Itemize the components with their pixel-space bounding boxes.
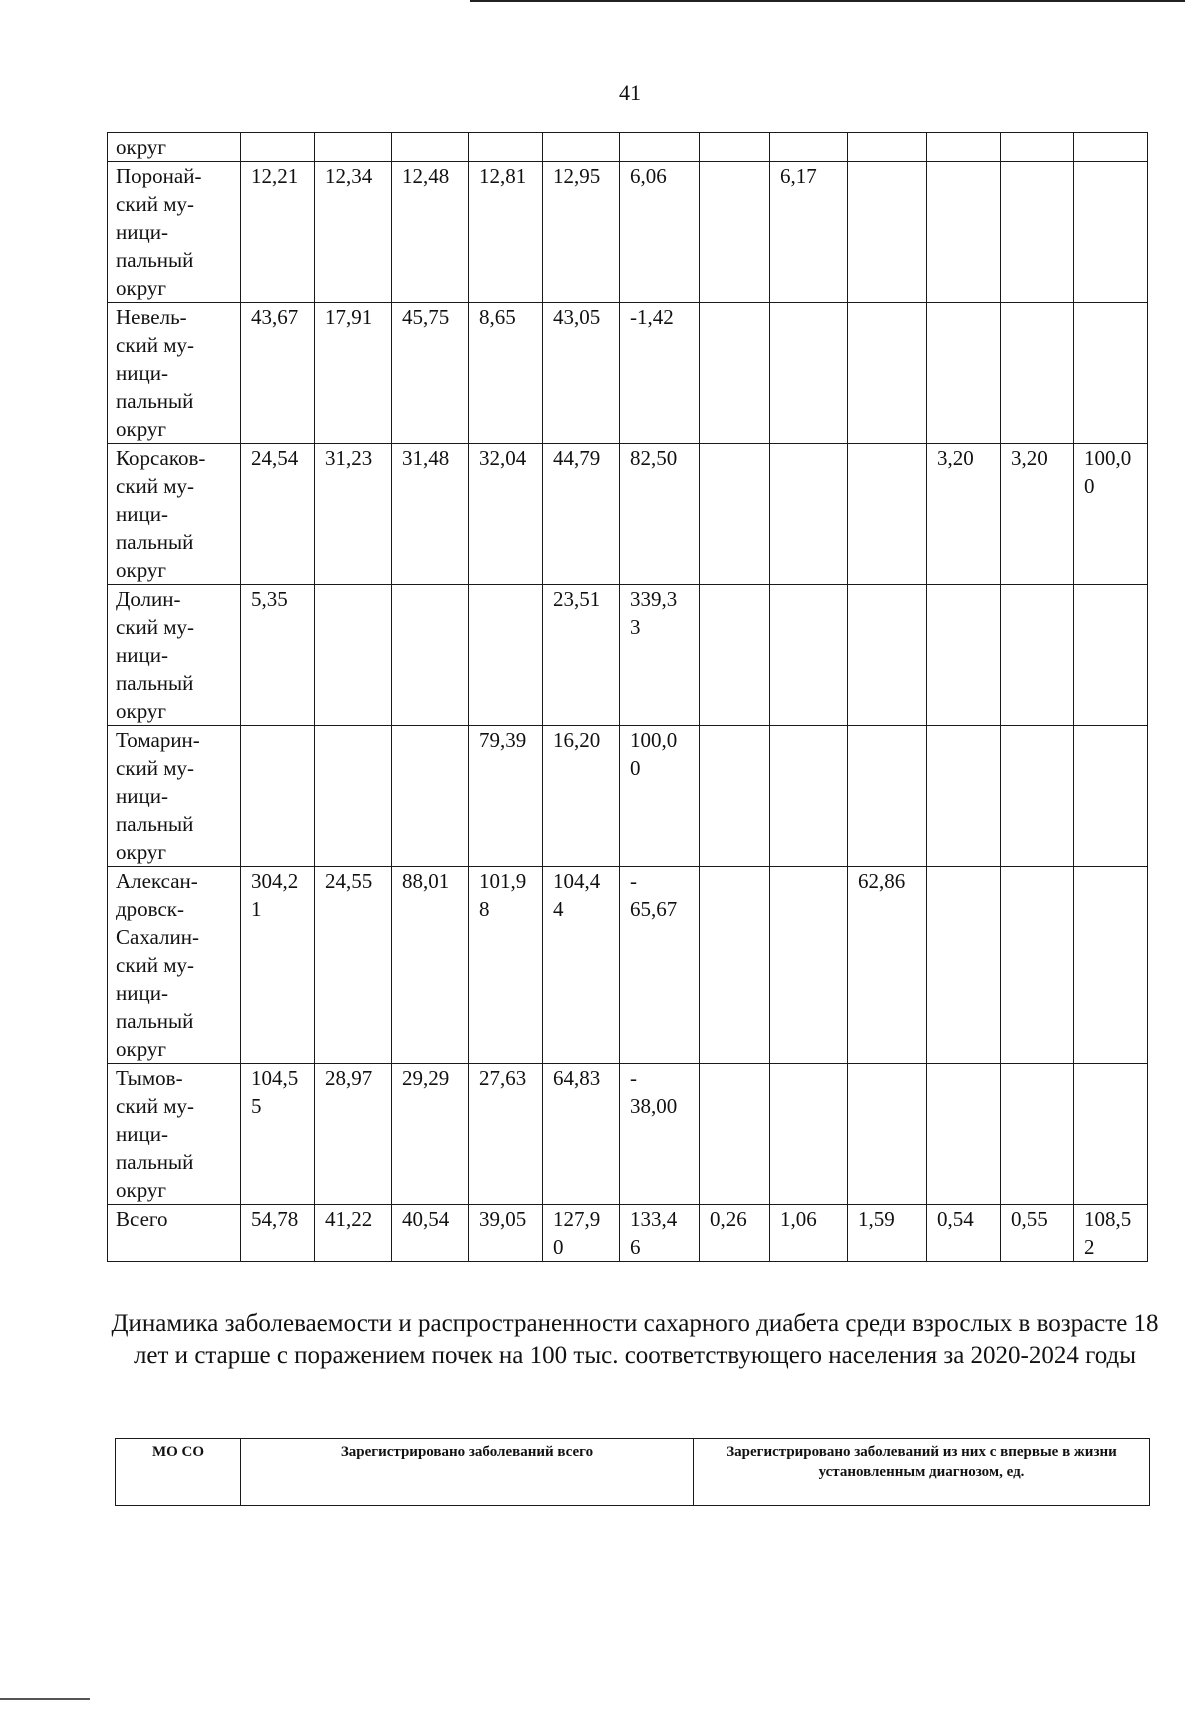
table-cell [927, 867, 1001, 1064]
header-cell-mo-so: МО СО [116, 1439, 241, 1506]
table-cell [543, 867, 620, 1064]
cell-value: 31,23 [325, 446, 373, 470]
table-cell [241, 1064, 315, 1205]
table-cell [700, 867, 770, 1064]
table-cell [1074, 133, 1148, 162]
table-cell [1074, 303, 1148, 444]
table-cell [469, 726, 543, 867]
table-cell [770, 133, 848, 162]
cell-value: 43,67 [251, 305, 299, 329]
cell-value: 39,05 [479, 1207, 527, 1231]
table-cell [770, 162, 848, 303]
row-name: Томарин- ский му- ници- пальный округ [116, 728, 200, 864]
table-cell [469, 133, 543, 162]
header-cell-registered-total: Зарегистрировано заболеваний всего [241, 1439, 694, 1506]
cell-value: 339,3 3 [630, 587, 678, 639]
table-cell [700, 726, 770, 867]
table-cell [620, 133, 700, 162]
cell-value: 31,48 [402, 446, 450, 470]
cell-value: 32,04 [479, 446, 527, 470]
cell-value: 6,06 [630, 164, 667, 188]
table-cell [927, 444, 1001, 585]
table-cell [848, 162, 927, 303]
table-cell [1001, 1064, 1074, 1205]
table-cell [1001, 726, 1074, 867]
table-row [108, 1205, 1148, 1262]
header-cell-registered-first-time: Зарегистрировано заболеваний из них с впервые в жизни установленным диагнозом, ед. [694, 1439, 1150, 1506]
table-cell [1001, 303, 1074, 444]
table-cell [1074, 585, 1148, 726]
table-cell [620, 585, 700, 726]
table-cell [241, 444, 315, 585]
table-cell [770, 1064, 848, 1205]
table-cell [848, 133, 927, 162]
table-cell [315, 726, 392, 867]
section-title: Динамика заболеваемости и распространенности сахарного диабета среди взрослых в возрасте 18 лет и старше с поражением почек на 100 тыс. соответствующего населения за 2020-2024 годы [111, 1310, 1159, 1369]
table-cell [848, 726, 927, 867]
page-number: 41 [619, 80, 641, 105]
table-cell [315, 867, 392, 1064]
cell-value: 0,26 [710, 1207, 747, 1231]
table-cell [392, 1064, 469, 1205]
table-cell [1001, 585, 1074, 726]
table-cell [241, 867, 315, 1064]
table-cell [469, 1205, 543, 1262]
table-cell [241, 162, 315, 303]
row-name-cell [108, 1205, 241, 1262]
cell-value: 0,55 [1011, 1207, 1048, 1231]
row-name-cell [108, 444, 241, 585]
data-table [107, 132, 1148, 1262]
table-cell [927, 1064, 1001, 1205]
table-cell [315, 1064, 392, 1205]
table-cell [770, 303, 848, 444]
table-row [108, 133, 1148, 162]
table-cell [392, 444, 469, 585]
row-name-cell [108, 585, 241, 726]
table-cell [315, 162, 392, 303]
table-row [108, 303, 1148, 444]
table-cell [1074, 444, 1148, 585]
cell-value: 43,05 [553, 305, 601, 329]
cell-value: 101,9 8 [479, 869, 527, 921]
table-cell [700, 303, 770, 444]
cell-value: 27,63 [479, 1066, 527, 1090]
table-cell [848, 1205, 927, 1262]
table-cell [315, 1205, 392, 1262]
cell-value: 88,01 [402, 869, 450, 893]
table-cell [1074, 1205, 1148, 1262]
cell-value: -1,42 [630, 305, 674, 329]
cell-value: 40,54 [402, 1207, 450, 1231]
table-cell [620, 162, 700, 303]
cell-value: 12,48 [402, 164, 450, 188]
cell-value: 12,21 [251, 164, 299, 188]
row-name: Алексан- дровск- Сахалин- ский му- ници- пальный округ [116, 869, 200, 1061]
row-name: Тымов- ский му- ници- пальный округ [116, 1066, 195, 1202]
table-cell [620, 867, 700, 1064]
cell-value: 62,86 [858, 869, 906, 893]
table-cell [392, 1205, 469, 1262]
cell-value: 45,75 [402, 305, 450, 329]
table-cell [700, 133, 770, 162]
table-cell [392, 585, 469, 726]
table-cell [770, 726, 848, 867]
cell-value: 64,83 [553, 1066, 601, 1090]
table-row [108, 444, 1148, 585]
table-cell [315, 303, 392, 444]
cell-value: 29,29 [402, 1066, 450, 1090]
row-name: Корсаков- ский му- ници- пальный округ [116, 446, 206, 582]
table-cell [848, 867, 927, 1064]
cell-value: - 38,00 [630, 1066, 678, 1118]
table-cell [241, 585, 315, 726]
table-cell [543, 303, 620, 444]
table-cell [315, 133, 392, 162]
bottom-rule [0, 1698, 90, 1700]
table-cell [315, 585, 392, 726]
cell-value: 1,59 [858, 1207, 895, 1231]
table-row [108, 162, 1148, 303]
table-row [108, 867, 1148, 1064]
table-cell [543, 1064, 620, 1205]
cell-value: 100,0 0 [1084, 446, 1132, 498]
cell-value: 108,5 2 [1084, 1207, 1132, 1259]
cell-value: 24,54 [251, 446, 299, 470]
table-cell [469, 444, 543, 585]
table-cell [1074, 162, 1148, 303]
table-cell [543, 585, 620, 726]
cell-value: 41,22 [325, 1207, 373, 1231]
table-cell [469, 585, 543, 726]
row-name: Всего [116, 1207, 168, 1231]
table-cell [392, 726, 469, 867]
table-cell [241, 303, 315, 444]
cell-value: 104,5 5 [251, 1066, 299, 1118]
cell-value: 100,0 0 [630, 728, 678, 780]
table-cell [620, 444, 700, 585]
table-cell [700, 162, 770, 303]
row-name-cell [108, 867, 241, 1064]
table-cell [620, 1205, 700, 1262]
cell-value: 28,97 [325, 1066, 373, 1090]
cell-value: 16,20 [553, 728, 601, 752]
cell-value: 133,4 6 [630, 1207, 678, 1259]
table-cell [1001, 162, 1074, 303]
table-cell [770, 867, 848, 1064]
row-name: Долин- ский му- ници- пальный округ [116, 587, 195, 723]
table-row [108, 726, 1148, 867]
table-cell [927, 1205, 1001, 1262]
table-cell [392, 867, 469, 1064]
cell-value: 304,2 1 [251, 869, 299, 921]
cell-value: 0,54 [937, 1207, 974, 1231]
cell-value: 82,50 [630, 446, 678, 470]
table-cell [1001, 1205, 1074, 1262]
table-cell [1001, 867, 1074, 1064]
row-name: Поронай- ский му- ници- пальный округ [116, 164, 202, 300]
table-cell [927, 162, 1001, 303]
table-cell [770, 1205, 848, 1262]
row-name: округ [116, 135, 167, 159]
table-cell [1074, 726, 1148, 867]
table-cell [700, 1064, 770, 1205]
cell-value: 6,17 [780, 164, 817, 188]
table-cell [241, 1205, 315, 1262]
top-rule [470, 0, 1185, 2]
row-name-cell [108, 303, 241, 444]
row-name-cell [108, 726, 241, 867]
table-cell [543, 726, 620, 867]
table-cell [770, 444, 848, 585]
table-cell [620, 1064, 700, 1205]
table-cell [927, 303, 1001, 444]
table-cell [241, 726, 315, 867]
cell-value: 23,51 [553, 587, 601, 611]
table-cell [543, 1205, 620, 1262]
table-cell [1001, 444, 1074, 585]
table-cell [469, 303, 543, 444]
table-cell [770, 585, 848, 726]
table-row [108, 1064, 1148, 1205]
table-cell [315, 444, 392, 585]
table-cell [620, 726, 700, 867]
table-cell [848, 1064, 927, 1205]
cell-value: 17,91 [325, 305, 373, 329]
cell-value: 8,65 [479, 305, 516, 329]
cell-value: 54,78 [251, 1207, 299, 1231]
table-cell [469, 162, 543, 303]
table-cell [1074, 867, 1148, 1064]
table-cell [848, 303, 927, 444]
cell-value: 3,20 [937, 446, 974, 470]
cell-value: 44,79 [553, 446, 601, 470]
cell-value: 12,81 [479, 164, 527, 188]
row-name-cell [108, 1064, 241, 1205]
table-header-row [116, 1439, 1150, 1506]
table-cell [543, 162, 620, 303]
cell-value: 1,06 [780, 1207, 817, 1231]
table-cell [543, 133, 620, 162]
table-cell [543, 444, 620, 585]
cell-value: 5,35 [251, 587, 288, 611]
table-cell [392, 162, 469, 303]
table-cell [700, 444, 770, 585]
table-cell [469, 1064, 543, 1205]
table-cell [927, 585, 1001, 726]
cell-value: 12,34 [325, 164, 373, 188]
table-cell [927, 726, 1001, 867]
table-cell [700, 1205, 770, 1262]
table-cell [392, 303, 469, 444]
table-cell [848, 444, 927, 585]
row-name-cell [108, 162, 241, 303]
cell-value: 79,39 [479, 728, 527, 752]
cell-value: 104,4 4 [553, 869, 601, 921]
cell-value: - 65,67 [630, 869, 678, 921]
table-cell [848, 585, 927, 726]
table-cell [700, 585, 770, 726]
table-cell [1001, 133, 1074, 162]
cell-value: 24,55 [325, 869, 373, 893]
table-cell [1074, 1064, 1148, 1205]
table-cell [620, 303, 700, 444]
table-cell [392, 133, 469, 162]
row-name-cell [108, 133, 241, 162]
cell-value: 127,9 0 [553, 1207, 601, 1259]
table-row [108, 585, 1148, 726]
table-header [115, 1438, 1150, 1506]
table-cell [927, 133, 1001, 162]
cell-value: 3,20 [1011, 446, 1048, 470]
table-cell [469, 867, 543, 1064]
table-cell [241, 133, 315, 162]
cell-value: 12,95 [553, 164, 601, 188]
row-name: Невель- ский му- ници- пальный округ [116, 305, 195, 441]
